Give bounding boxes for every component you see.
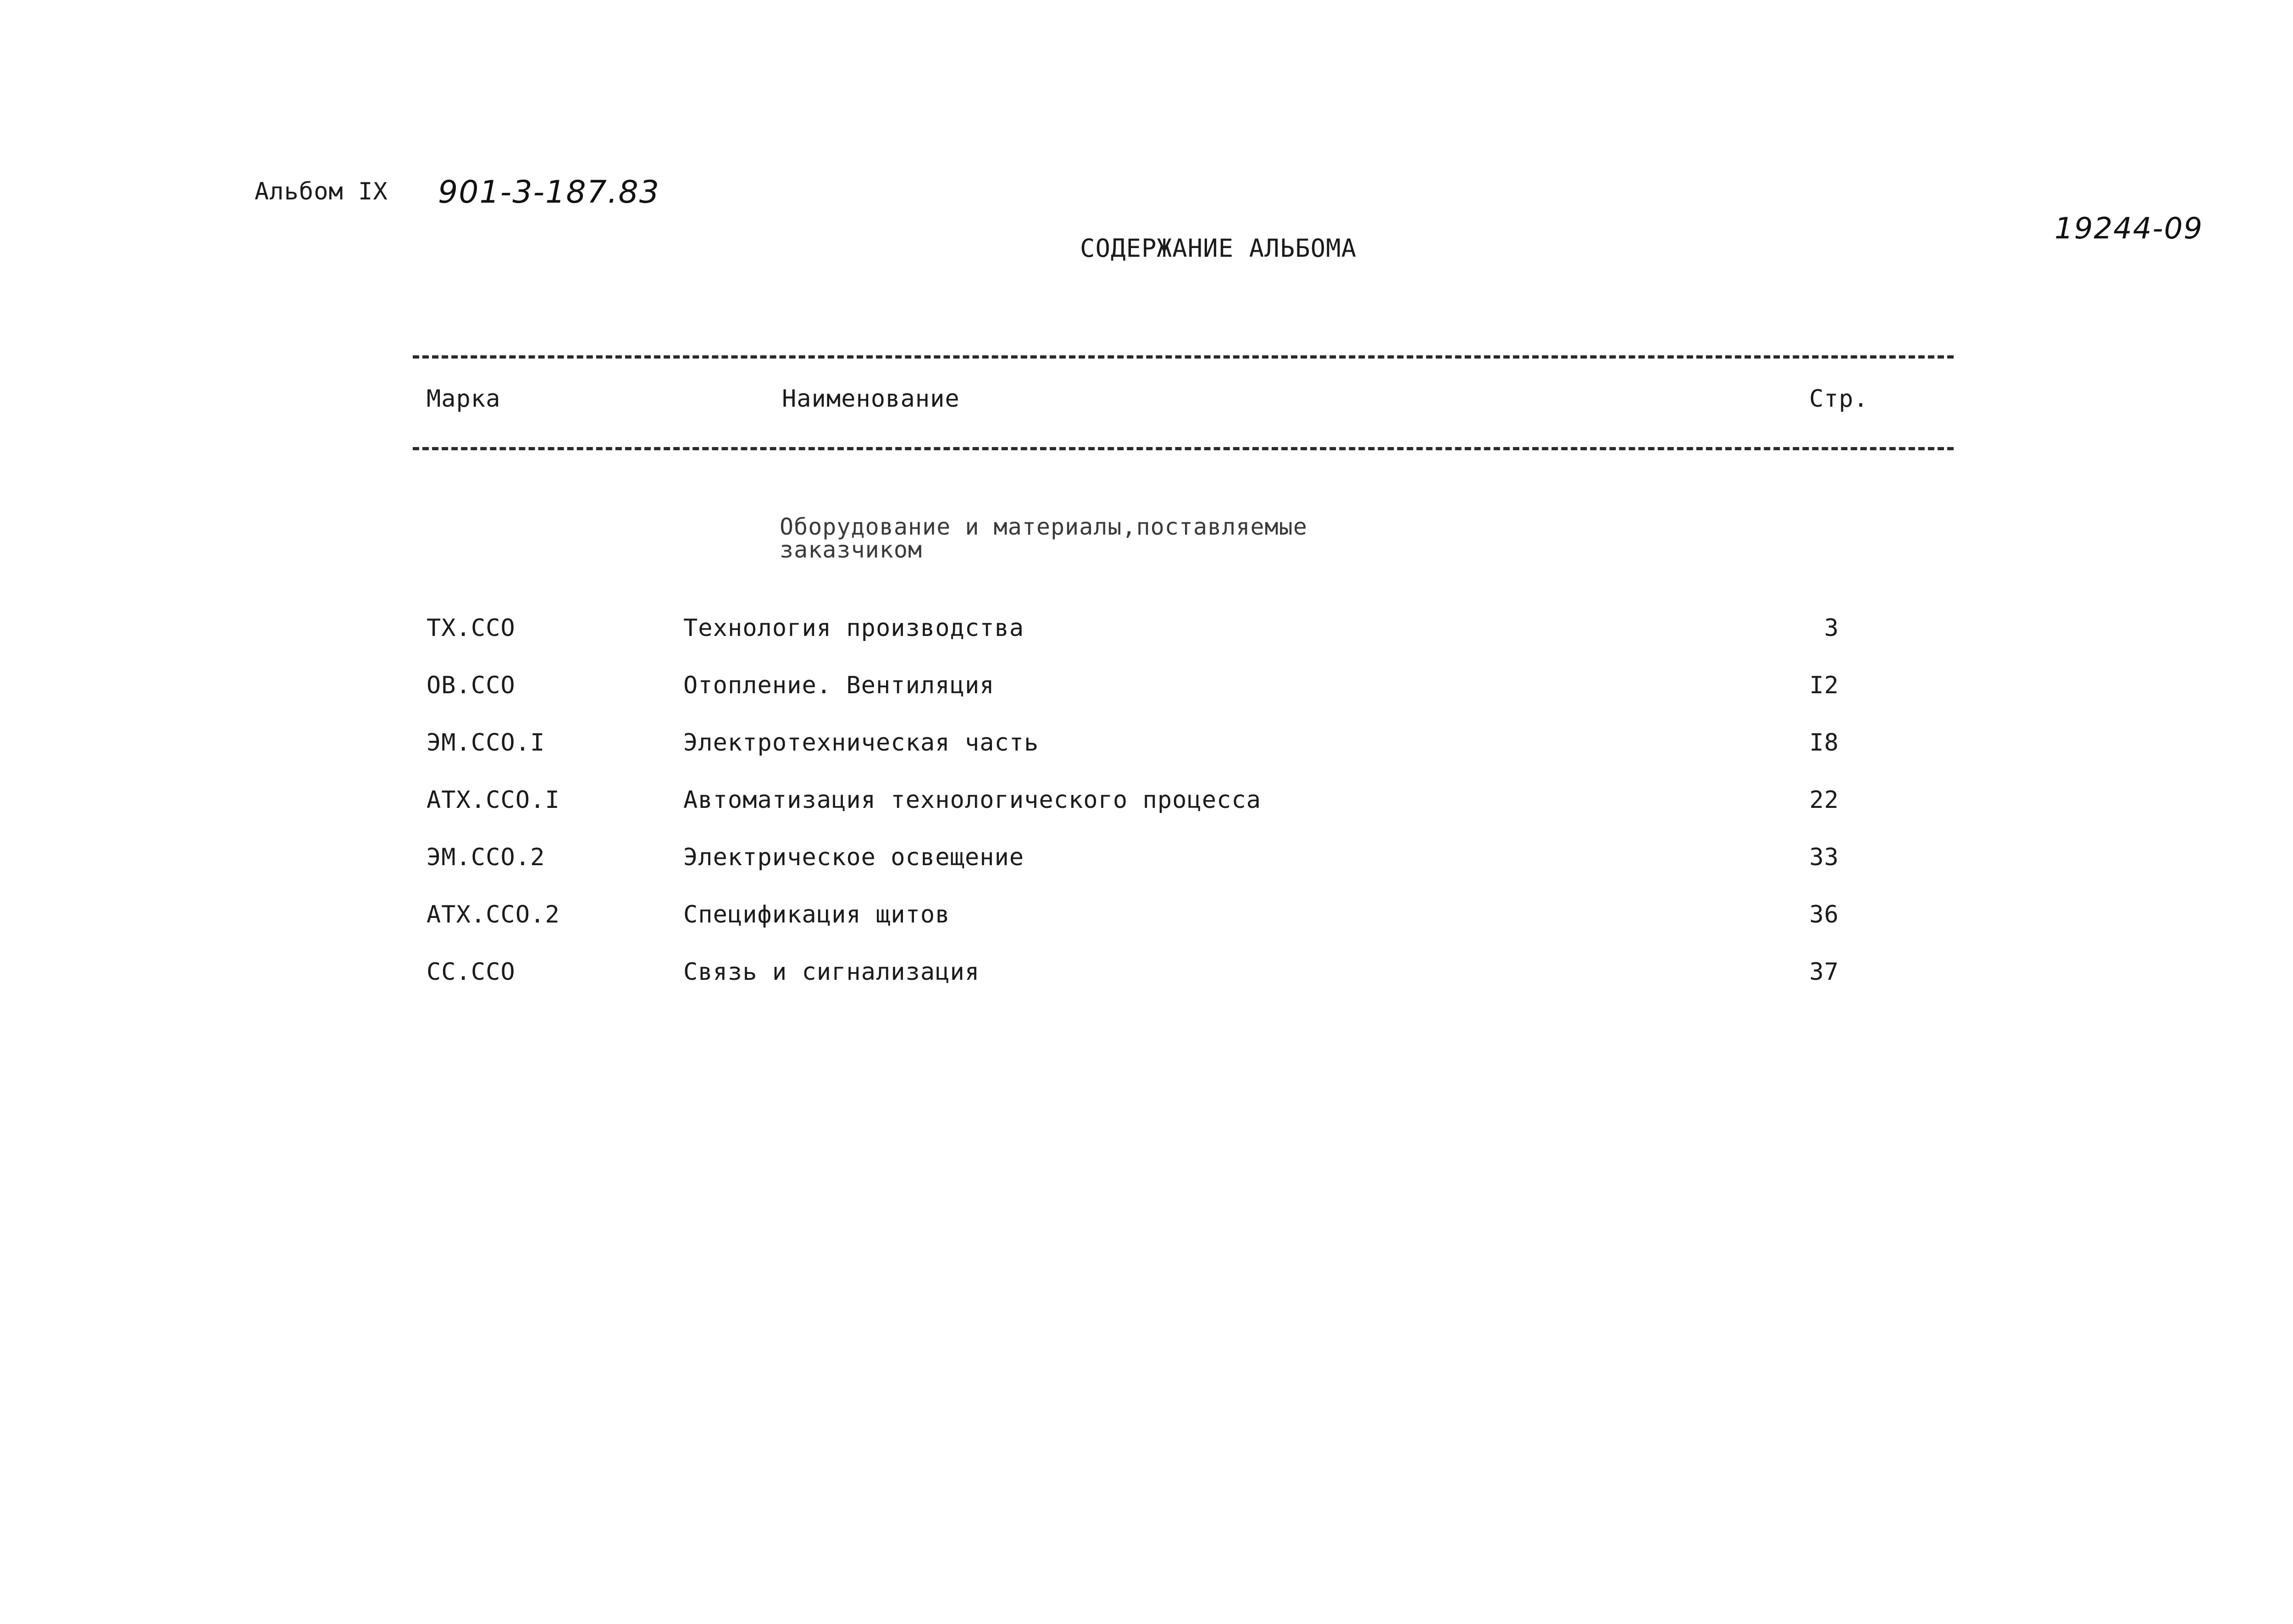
table-top-rule [413, 355, 1954, 359]
album-label: Альбом IX [255, 178, 388, 205]
row-page: 33 [1809, 844, 1839, 871]
row-code: ТХ.ССО [426, 614, 515, 642]
row-code: ЭМ.ССО.I [426, 729, 545, 757]
row-code: СС.ССО [426, 958, 515, 986]
row-page: I8 [1809, 729, 1839, 757]
row-page: 37 [1809, 958, 1839, 986]
column-header-page: Стр. [1809, 385, 1869, 413]
row-name: Технология производства [683, 614, 1025, 642]
row-name: Автоматизация технологического процесса [683, 786, 1261, 814]
section-title-line-1: Оборудование и материалы,поставляемые [780, 514, 1307, 540]
row-name: Электрическое освещение [683, 844, 1025, 871]
row-page: 3 [1824, 614, 1839, 642]
column-header-code: Марка [426, 385, 501, 413]
section-title-line-2: заказчиком [780, 536, 923, 563]
row-page: 22 [1809, 786, 1839, 814]
row-page: I2 [1809, 672, 1839, 699]
row-name: Электротехническая часть [683, 729, 1039, 757]
row-code: ОВ.ССО [426, 672, 515, 699]
page-title: СОДЕРЖАНИЕ АЛЬБОМА [1080, 234, 1357, 263]
document-number: 19244-09 [2055, 212, 2204, 246]
row-name: Спецификация щитов [683, 901, 950, 928]
project-code: 901-3-187.83 [438, 174, 660, 210]
row-code: АТХ.ССО.I [426, 786, 560, 814]
row-name: Связь и сигнализация [683, 958, 980, 986]
row-code: ЭМ.ССО.2 [426, 844, 545, 871]
row-name: Отопление. Вентиляция [683, 672, 995, 699]
table-header-rule [413, 447, 1954, 450]
row-code: АТХ.ССО.2 [426, 901, 560, 928]
row-page: 36 [1809, 901, 1839, 928]
column-header-name: Наименование [782, 385, 960, 413]
